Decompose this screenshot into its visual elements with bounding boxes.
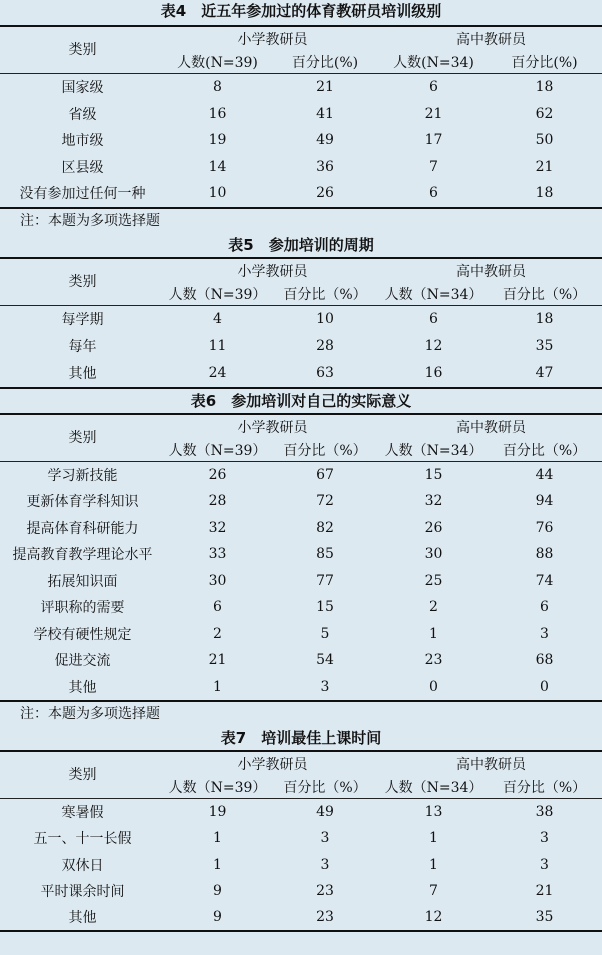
cell: 5: [320, 625, 330, 642]
cell: 50: [535, 132, 554, 149]
category-header: 类别: [0, 415, 165, 462]
row-label: 学校有硬性规定: [33, 626, 132, 643]
table-row: [0, 127, 602, 154]
table-row: [0, 621, 602, 648]
row-label: 省级: [68, 106, 97, 123]
row-label: 双休日: [61, 857, 104, 874]
category-header: 类别: [0, 259, 165, 306]
group-header-high: 高中教研员: [456, 757, 526, 773]
cell: 1: [429, 625, 438, 642]
subheader-count-primary: 人数(N=39): [165, 53, 270, 74]
row-label: 更新体育学科知识: [26, 494, 139, 511]
cell: 25: [424, 572, 443, 589]
cell: 47: [487, 360, 602, 388]
cell: 54: [316, 652, 334, 669]
cell: 19: [208, 132, 227, 149]
table-title: 表7 培训最佳上课时间: [0, 726, 602, 752]
row-label: 平时课余时间: [40, 884, 125, 901]
group-header-primary: 小学教研员: [237, 419, 308, 436]
subheader-count-primary: 人数（N=39）: [165, 778, 270, 799]
subheader-percent-high: 百分比(%): [487, 53, 602, 74]
cell: 3: [320, 830, 330, 847]
cell: 74: [535, 572, 554, 589]
table-row: [0, 461, 602, 488]
row-label: 其他: [0, 674, 165, 702]
row-label: 寒暑假: [61, 805, 104, 822]
table-row: [0, 878, 602, 904]
cell: 16: [208, 105, 227, 122]
cell: 82: [316, 519, 334, 536]
cell: 15: [316, 599, 334, 616]
cell: 8: [213, 79, 222, 96]
category-header: 类别: [0, 27, 165, 74]
table-row: [0, 647, 602, 674]
cell: 23: [270, 904, 380, 931]
cell: 38: [535, 804, 554, 821]
group-header-high: 高中教研员: [456, 419, 526, 436]
cell: 67: [316, 466, 334, 483]
cell: 17: [424, 132, 443, 149]
table-7: [0, 726, 602, 932]
cell: 6: [213, 599, 222, 616]
cell: 3: [540, 625, 549, 642]
cell: 21: [424, 105, 443, 122]
table-5: [0, 233, 602, 389]
cell: 2: [429, 599, 438, 616]
cell: 1: [429, 856, 438, 873]
data-table: [0, 752, 602, 932]
cell: 2: [213, 625, 222, 642]
cell: 35: [535, 338, 554, 354]
table-row: [0, 904, 602, 931]
cell: 26: [424, 519, 443, 536]
table-title: 表5 参加培训的周期: [0, 233, 602, 259]
table-row: [0, 333, 602, 360]
group-header-high: 高中教研员: [456, 263, 526, 280]
cell: 21: [535, 883, 554, 900]
table-row: [0, 101, 602, 128]
cell: 26: [270, 180, 380, 208]
subheader-count-high: 人数（N=34）: [380, 285, 487, 306]
cell: 6: [540, 599, 549, 616]
cell: 0: [380, 674, 487, 702]
subheader-count-primary: 人数（N=39）: [165, 285, 270, 306]
table-note: 注：本题为多项选择题: [20, 212, 160, 229]
row-label: 促进交流: [54, 653, 111, 670]
subheader-count-primary: 人数（N=39）: [165, 441, 270, 462]
table-row: [0, 568, 602, 595]
data-table: [0, 259, 602, 389]
cell: 23: [316, 883, 334, 900]
group-header-primary: 小学教研员: [237, 757, 308, 773]
table-note: 注：本题为多项选择题: [20, 706, 160, 722]
table-row: [0, 799, 602, 826]
cell: 12: [380, 904, 487, 931]
cell: 63: [270, 360, 380, 388]
group-header-high: 高中教研员: [456, 32, 526, 48]
subheader-count-high: 人数（N=34）: [380, 778, 487, 799]
cell: 4: [213, 311, 222, 327]
table-title: 表4 近五年参加过的体育教研员培训级别: [0, 0, 602, 27]
cell: 77: [316, 572, 334, 589]
cell: 15: [424, 466, 443, 483]
cell: 3: [540, 830, 549, 847]
cell: 30: [424, 546, 443, 563]
group-header-primary: 小学教研员: [237, 32, 308, 48]
cell: 23: [424, 652, 443, 669]
subheader-percent-high: 百分比（%）: [487, 441, 602, 462]
cell: 62: [535, 105, 554, 122]
cell: 7: [429, 158, 438, 175]
data-table: [0, 415, 602, 703]
cell: 35: [487, 904, 602, 931]
table-row: [0, 74, 602, 101]
cell: 76: [535, 519, 554, 536]
table-row: [0, 515, 602, 542]
row-label: 拓展知识面: [47, 573, 118, 590]
table-6: [0, 389, 602, 727]
cell: 36: [316, 158, 334, 175]
cell: 41: [316, 105, 334, 122]
cell: 19: [208, 804, 227, 821]
cell: 32: [208, 519, 227, 536]
table-row: [0, 852, 602, 878]
cell: 12: [424, 338, 443, 354]
cell: 7: [429, 883, 438, 900]
cell: 6: [380, 180, 487, 208]
category-header: 类别: [0, 752, 165, 799]
cell: 3: [320, 856, 330, 873]
row-label: 没有参加过任何一种: [0, 180, 165, 208]
cell: 18: [535, 79, 554, 96]
row-label: 每年: [68, 339, 97, 355]
row-label: 五一、十一长假: [33, 831, 132, 848]
row-label: 学习新技能: [47, 467, 118, 484]
cell: 3: [270, 674, 380, 702]
cell: 44: [535, 466, 554, 483]
table-row: [0, 154, 602, 181]
cell: 26: [208, 466, 227, 483]
subheader-count-high: 人数(N=34): [380, 53, 487, 74]
row-label: 地市级: [61, 133, 104, 150]
cell: 6: [429, 79, 438, 96]
cell: 14: [208, 158, 227, 175]
cell: 11: [208, 338, 227, 354]
cell: 21: [316, 79, 334, 96]
cell: 24: [165, 360, 270, 388]
cell: 10: [165, 180, 270, 208]
table-title: 表6 参加培训对自己的实际意义: [0, 389, 602, 415]
cell: 28: [316, 338, 334, 354]
row-label: 国家级: [61, 80, 104, 97]
cell: 1: [213, 856, 222, 873]
cell: 88: [535, 546, 554, 563]
cell: 0: [487, 674, 602, 702]
cell: 3: [540, 856, 549, 873]
cell: 30: [208, 572, 227, 589]
cell: 49: [316, 132, 334, 149]
cell: 18: [487, 180, 602, 208]
row-label: 区县级: [61, 159, 104, 176]
cell: 85: [316, 546, 334, 563]
cell: 21: [535, 158, 554, 175]
row-label: 其他: [0, 904, 165, 931]
row-label: 评职称的需要: [40, 600, 125, 617]
subheader-percent-primary: 百分比（%）: [270, 441, 380, 462]
table-row: [0, 594, 602, 621]
cell: 1: [213, 830, 222, 847]
data-table: [0, 27, 602, 209]
table-row: [0, 488, 602, 515]
table-row: [0, 674, 602, 702]
subheader-percent-high: 百分比（%）: [487, 285, 602, 306]
cell: 18: [535, 311, 554, 327]
row-label: 每学期: [61, 312, 104, 328]
table-row: [0, 180, 602, 208]
group-header-primary: 小学教研员: [237, 263, 308, 280]
cell: 72: [316, 493, 334, 510]
subheader-percent-primary: 百分比（%）: [270, 285, 380, 306]
row-label: 提高教育教学理论水平: [12, 547, 153, 564]
cell: 1: [429, 830, 438, 847]
cell: 6: [429, 311, 438, 327]
cell: 68: [535, 652, 554, 669]
cell: 49: [316, 804, 334, 821]
cell: 13: [424, 804, 443, 821]
cell: 33: [208, 546, 227, 563]
subheader-percent-primary: 百分比(%): [270, 53, 380, 74]
cell: 1: [165, 674, 270, 702]
row-label: 其他: [0, 360, 165, 388]
cell: 10: [316, 311, 334, 327]
cell: 32: [424, 493, 443, 510]
table-4: [0, 0, 602, 233]
table-row: [0, 360, 602, 388]
subheader-percent-primary: 百分比（%）: [270, 778, 380, 799]
row-label: 提高体育科研能力: [26, 520, 139, 537]
cell: 16: [380, 360, 487, 388]
table-row: [0, 825, 602, 851]
cell: 21: [208, 652, 227, 669]
subheader-count-high: 人数（N=34）: [380, 441, 487, 462]
cell: 28: [208, 493, 227, 510]
subheader-percent-high: 百分比（%）: [487, 778, 602, 799]
cell: 9: [165, 904, 270, 931]
table-row: [0, 305, 602, 333]
cell: 94: [535, 493, 554, 510]
table-row: [0, 541, 602, 568]
cell: 9: [213, 883, 222, 900]
